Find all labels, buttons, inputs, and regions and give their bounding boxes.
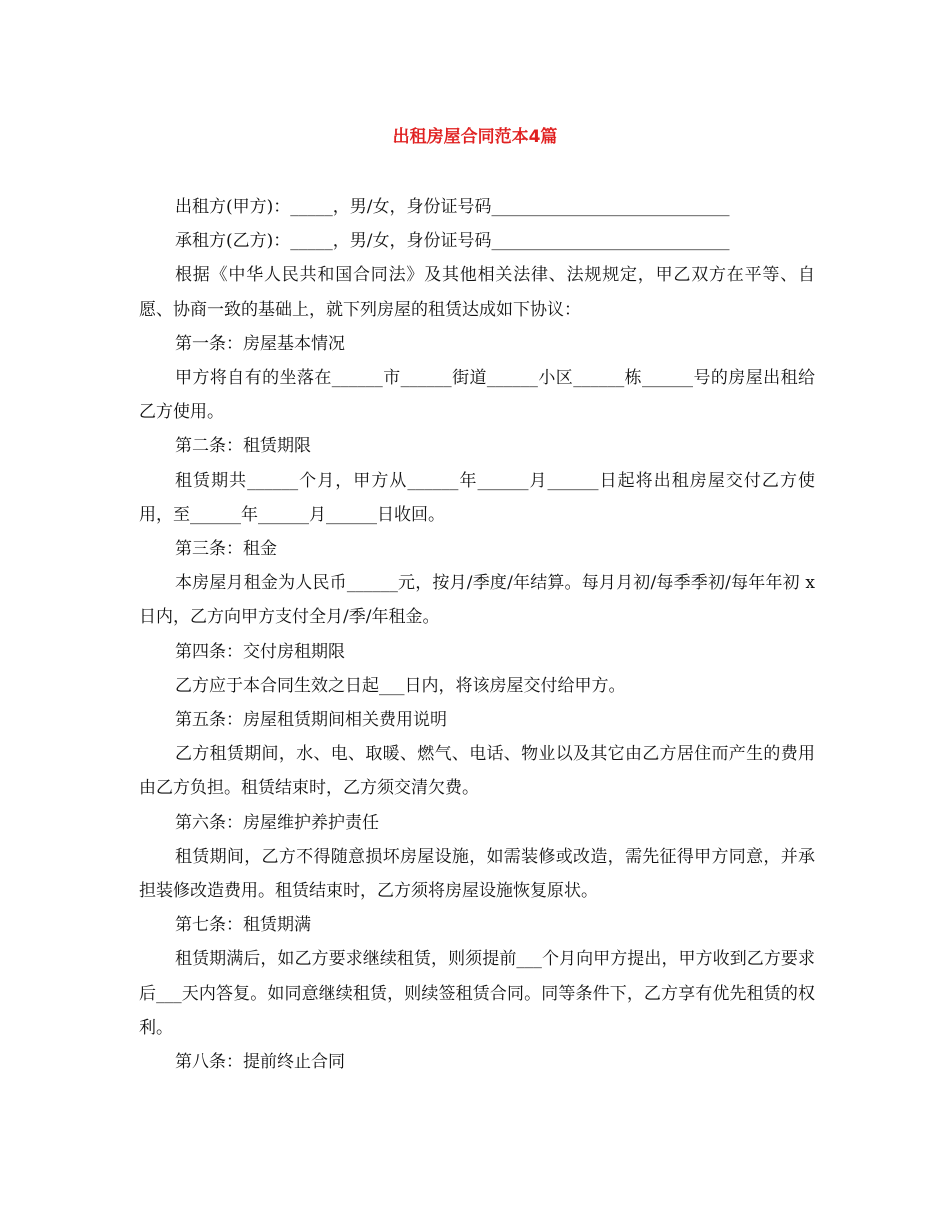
paragraph: 出租方(甲方)：_____，男/女，身份证号码____________________________ bbox=[175, 197, 730, 217]
section-heading: 第七条：租赁期满 bbox=[175, 915, 311, 936]
section-heading: 第六条：房屋维护养护责任 bbox=[175, 812, 379, 833]
paragraph: 乙方租赁期间，水、电、取暖、燃气、电话、物业以及其它由乙方居住而产生的费用由乙方负担。租赁结束时，乙方须交清欠费。 bbox=[139, 744, 815, 799]
document-title: 出租房屋合同范本4篇 bbox=[392, 127, 558, 147]
section-heading: 第四条：交付房租期限 bbox=[175, 641, 345, 662]
paragraph: 甲方将自有的坐落在______市______街道______小区______栋______号的房屋出租给乙方使用。 bbox=[139, 368, 815, 423]
paragraph: 承租方(乙方)：_____，男/女，身份证号码____________________________ bbox=[175, 231, 730, 252]
paragraph: 租赁期共______个月，甲方从______年______月______日起将出租房屋交付乙方使用，至______年______月______日收回。 bbox=[139, 470, 815, 525]
paragraph: 本房屋月租金为人民币______元，按月/季度/年结算。每月月初/每季季初/每年年初 x 日内，乙方向甲方支付全月/季/年租金。 bbox=[139, 573, 821, 628]
document-body bbox=[139, 190, 821, 1079]
paragraph: 乙方应于本合同生效之日起___日内，将该房屋交付给甲方。 bbox=[175, 675, 626, 696]
paragraph: 根据《中华人民共和国合同法》及其他相关法律、法规规定，甲乙双方在平等、自愿、协商一致的基础上，就下列房屋的租赁达成如下协议： bbox=[139, 265, 815, 320]
paragraph: 租赁期间，乙方不得随意损坏房屋设施，如需装修或改造，需先征得甲方同意，并承担装修改造费用。租赁结束时，乙方须将房屋设施恢复原状。 bbox=[139, 846, 815, 902]
section-heading: 第三条：租金 bbox=[175, 539, 277, 560]
section-heading: 第一条：房屋基本情况 bbox=[175, 333, 345, 354]
section-heading: 第二条：租赁期限 bbox=[175, 436, 311, 457]
section-heading: 第八条：提前终止合同 bbox=[175, 1052, 345, 1073]
paragraph: 租赁期满后，如乙方要求继续租赁，则须提前___个月向甲方提出，甲方收到乙方要求后___天内答复。如同意继续租赁，则续签租赁合同。同等条件下，乙方享有优先租赁的权利。 bbox=[139, 949, 815, 1038]
section-heading: 第五条：房屋租赁期间相关费用说明 bbox=[175, 710, 447, 731]
